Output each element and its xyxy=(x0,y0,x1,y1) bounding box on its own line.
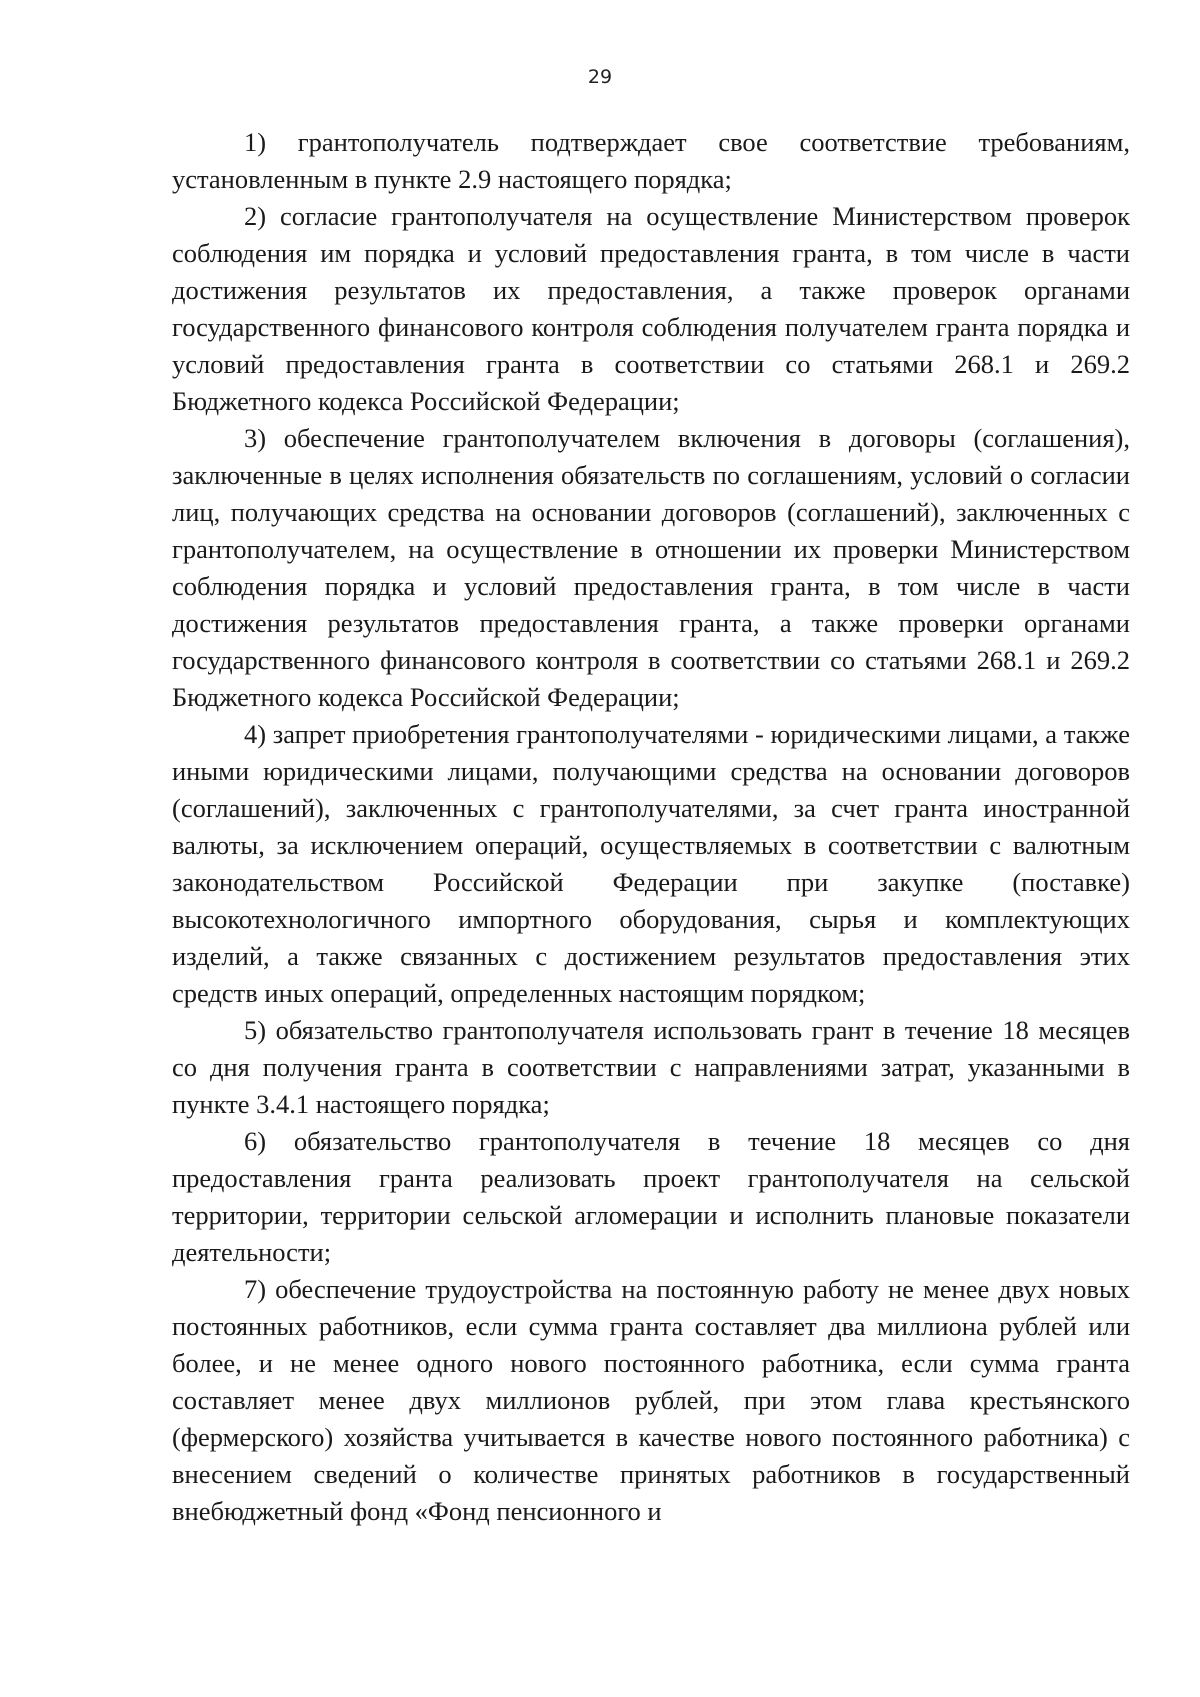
paragraph-item-5: 5) обязательство грантополучателя использовать грант в течение 18 месяцев со дня получения гранта в соответствии с направлениями затрат, указанными в пункте 3.4.1 настоящего порядка; xyxy=(172,1015,1130,1119)
paragraph-item-7: 7) обеспечение трудоустройства на постоянную работу не менее двух новых постоянных работников, если сумма гранта составляет два миллиона рублей или более, и не менее одного нового постоянного работника, если сумма гранта составляет менее двух миллионов рублей, при этом глава крестьянского (фермерского) хозяйства учитывается в качестве нового постоянного работника) с внесением сведений о количестве принятых работников в государственный внебюджетный фонд «Фонд пенсионного и xyxy=(172,1274,1130,1526)
page-number: 29 xyxy=(587,66,613,88)
paragraph-item-1: 1) грантополучатель подтверждает свое соответствие требованиям, установленным в пункте 2.9 настоящего порядка; xyxy=(172,127,1130,194)
paragraph-item-4: 4) запрет приобретения грантополучателями - юридическими лицами, а также иными юридическими лицами, получающими средства на основании договоров (соглашений), заключенных с грантополучателями, за счет гранта иностранной валюты, за исключением операций, осуществляемых в соответствии с валютным законодательством Российской Федерации при закупке (поставке) высокотехнологичного импортного оборудования, сырья и комплектующих изделий, а также связанных с достижением результатов предоставления этих средств иных операций, определенных настоящим порядком; xyxy=(172,719,1130,1008)
paragraph-item-2: 2) согласие грантополучателя на осуществление Министерством проверок соблюдения им порядка и условий предоставления гранта, в том числе в части достижения результатов их предоставления, а также проверок органами государственного финансового контроля соблюдения получателем гранта порядка и условий предоставления гранта в соответствии со статьями 268.1 и 269.2 Бюджетного кодекса Российской Федерации; xyxy=(172,201,1130,416)
document-body xyxy=(172,124,1130,1530)
paragraph-item-6: 6) обязательство грантополучателя в течение 18 месяцев со дня предоставления гранта реализовать проект грантополучателя на сельской территории, территории сельской агломерации и исполнить плановые показатели деятельности; xyxy=(172,1126,1130,1267)
paragraph-item-3: 3) обеспечение грантополучателем включения в договоры (соглашения), заключенные в целях исполнения обязательств по соглашениям, условий о согласии лиц, получающих средства на основании договоров (соглашений), заключенных с грантополучателем, на осуществление в отношении их проверки Министерством соблюдения порядка и условий предоставления гранта, в том числе в части достижения результатов предоставления гранта, а также проверки органами государственного финансового контроля в соответствии со статьями 268.1 и 269.2 Бюджетного кодекса Российской Федерации; xyxy=(172,423,1130,712)
